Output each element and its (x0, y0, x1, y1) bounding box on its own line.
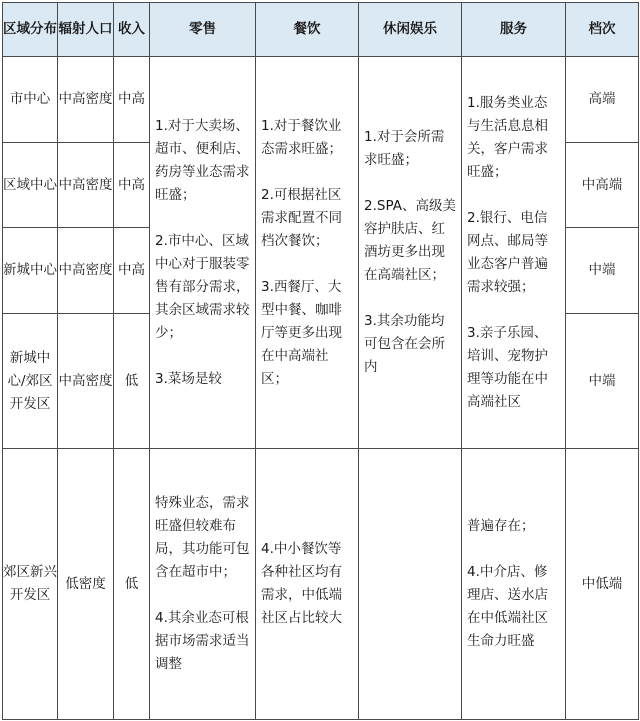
population-cell: 中高密度 (58, 143, 114, 228)
retail-cell-top (150, 57, 256, 449)
leisure-cell-bottom (359, 449, 462, 720)
header-leisure: 休闲娱乐 (359, 3, 462, 57)
table-row (3, 57, 639, 143)
leisure-text: 3.其余功能均可包含在会所内 (364, 313, 445, 375)
header-region: 区域分布 (3, 3, 58, 57)
income-cell: 中高 (114, 228, 150, 314)
dining-text: 3.西餐厅、大型中餐、咖啡厅等更多出现在中高端社区； (261, 278, 342, 387)
dining-cell-top (256, 57, 359, 449)
service-text: 3.亲子乐园、培训、宠物护理等功能在中高端社区 (467, 324, 548, 410)
grade-cell: 高端 (566, 57, 639, 143)
service-text: 4.中介店、修理店、送水店在中低端社区生命力旺盛 (467, 564, 548, 649)
leisure-text: 2.SPA、高级美容护肤店、红酒坊更多出现在高端社区； (364, 198, 456, 283)
service-cell-bottom (462, 449, 566, 720)
population-cell: 中高密度 (58, 57, 114, 143)
retail-text: 1.对于大卖场、超市、便利店、药房等业态需求旺盛； (155, 117, 250, 203)
service-cell-top (462, 57, 566, 449)
header-income: 收入 (114, 3, 150, 57)
grade-cell: 中低端 (566, 449, 639, 720)
service-text: 1.服务类业态与生活息息相关，客户需求旺盛； (467, 94, 548, 180)
grade-cell: 中端 (566, 228, 639, 314)
region-cell: 郊区新兴开发区 (3, 449, 58, 720)
dining-text: 4.中小餐饮等各种社区均有需求，中低端社区占比较大 (261, 541, 342, 626)
header-population: 辐射人口 (58, 3, 114, 57)
retail-text: 4.其余业态可根据市场需求适当调整 (155, 610, 250, 672)
leisure-text: 1.对于会所需求旺盛； (364, 129, 445, 168)
retail-text: 3.菜场是较 (155, 370, 222, 387)
retail-text: 2.市中心、区域中心对于服装零售有部分需求，其余区域需求较少； (155, 232, 250, 341)
region-cell: 新城中心/郊区开发区 (3, 314, 58, 449)
header-grade: 档次 (566, 3, 639, 57)
income-cell: 低 (114, 314, 150, 449)
service-text: 2.银行、电信网点、邮局等业态客户普遍需求较强； (467, 209, 548, 295)
retail-cell-bottom (150, 449, 256, 720)
grade-cell: 中高端 (566, 143, 639, 228)
header-retail: 零售 (150, 3, 256, 57)
population-cell: 中高密度 (58, 314, 114, 449)
region-cell: 新城中心 (3, 228, 58, 314)
service-text: 普遍存在； (467, 518, 535, 534)
header-dining: 餐饮 (256, 3, 359, 57)
grade-cell: 中端 (566, 314, 639, 449)
commercial-demand-table (2, 2, 639, 720)
header-service: 服务 (462, 3, 566, 57)
region-cell: 市中心 (3, 57, 58, 143)
dining-cell-bottom (256, 449, 359, 720)
dining-text: 2.可根据社区需求配置不同档次餐饮； (261, 186, 342, 249)
income-cell: 中高 (114, 57, 150, 143)
income-cell: 低 (114, 449, 150, 720)
population-cell: 低密度 (58, 449, 114, 720)
region-cell: 区域中心 (3, 143, 58, 228)
retail-text: 特殊业态，需求旺盛但较难布局，其功能可包含在超市中； (155, 495, 250, 580)
dining-text: 1.对于餐饮业态需求旺盛； (261, 117, 342, 157)
population-cell: 中高密度 (58, 228, 114, 314)
table-row (3, 449, 639, 720)
income-cell: 中高 (114, 143, 150, 228)
header-row (3, 3, 639, 57)
leisure-cell-top (359, 57, 462, 449)
